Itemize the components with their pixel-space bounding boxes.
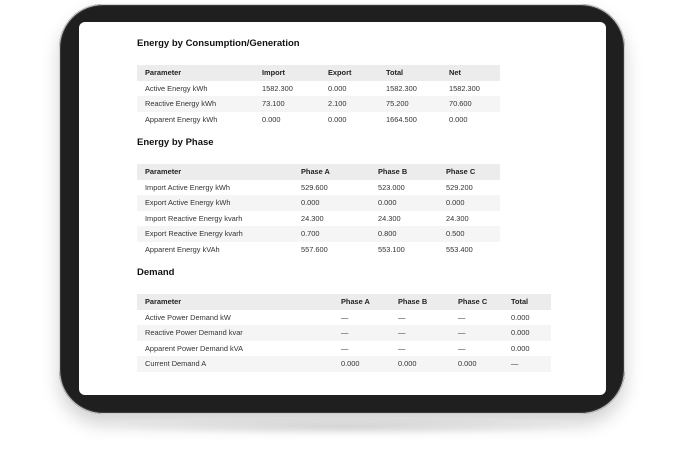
table-cell: 0.000 — [449, 114, 468, 124]
table-cell: — — [390, 325, 450, 341]
table-header-row — [137, 294, 551, 310]
table-cell: 24.300 — [378, 213, 401, 223]
column-header: Export — [320, 65, 378, 81]
column-header: Phase A — [333, 294, 390, 310]
table-row — [137, 96, 500, 112]
table-cell: Import Active Energy kWh — [145, 182, 231, 192]
device-shadow — [90, 418, 600, 436]
table-cell: 0.000 — [328, 83, 347, 93]
column-header: Parameter — [137, 164, 293, 180]
table-cell: 1582.300 — [262, 83, 293, 93]
table-row — [137, 211, 500, 227]
demand-table — [137, 294, 551, 372]
table-row — [137, 356, 551, 372]
table-cell: 0.000 — [450, 356, 503, 372]
column-header: Net — [441, 65, 500, 81]
table-cell: Import Reactive Energy kvarh — [145, 213, 243, 223]
table-cell: 0.000 — [328, 114, 347, 124]
table-cell: — — [333, 325, 390, 341]
table-cell: 70.600 — [441, 96, 500, 112]
energy-by-phase-table — [137, 164, 500, 257]
table-cell: 1664.500 — [386, 114, 417, 124]
table-cell: 0.000 — [511, 343, 530, 353]
column-header: Total — [378, 65, 441, 81]
table-cell: 75.200 — [378, 96, 441, 112]
table-cell: 0.000 — [438, 195, 500, 211]
table-row — [137, 81, 500, 97]
table-cell: 553.400 — [446, 244, 473, 254]
table-cell: 24.300 — [446, 213, 469, 223]
table-cell: — — [458, 312, 466, 322]
table-row — [137, 195, 500, 211]
table-row — [137, 112, 500, 128]
table-header-row — [137, 164, 500, 180]
column-header: Phase A — [293, 164, 370, 180]
table-cell: Active Energy kWh — [145, 83, 208, 93]
table-row — [137, 310, 551, 326]
column-header: Phase C — [450, 294, 503, 310]
table-cell: 0.700 — [293, 226, 370, 242]
table-cell: Apparent Energy kWh — [145, 114, 218, 124]
table-cell: 24.300 — [301, 213, 324, 223]
table-cell: Reactive Energy kWh — [137, 96, 254, 112]
section-title-consumption-generation: Energy by Consumption/Generation — [137, 38, 300, 49]
table-row — [137, 325, 551, 341]
table-cell: 0.000 — [511, 312, 530, 322]
column-header: Total — [503, 294, 551, 310]
table-cell: 529.600 — [301, 182, 328, 192]
table-cell: — — [450, 325, 503, 341]
table-cell: 529.200 — [446, 182, 473, 192]
table-cell: — — [341, 312, 349, 322]
table-cell: 523.000 — [378, 182, 405, 192]
table-cell: 0.000 — [333, 356, 390, 372]
section-title-demand: Demand — [137, 267, 175, 278]
table-cell: Active Power Demand kW — [145, 312, 231, 322]
table-cell: 0.000 — [370, 195, 438, 211]
table-cell: — — [398, 343, 406, 353]
column-header: Phase C — [438, 164, 500, 180]
table-cell: 557.600 — [301, 244, 328, 254]
table-cell: 1582.300 — [386, 83, 417, 93]
table-cell: Reactive Power Demand kvar — [137, 325, 333, 341]
table-header-row — [137, 65, 500, 81]
column-header: Parameter — [137, 65, 254, 81]
table-cell: 2.100 — [320, 96, 378, 112]
table-cell: — — [458, 343, 466, 353]
tablet-screen — [79, 22, 606, 395]
table-cell: Export Reactive Energy kvarh — [137, 226, 293, 242]
table-cell: Apparent Energy kVAh — [145, 244, 220, 254]
table-cell: 0.800 — [370, 226, 438, 242]
column-header: Parameter — [137, 294, 333, 310]
table-cell: 1582.300 — [449, 83, 480, 93]
table-row — [137, 242, 500, 258]
table-cell: 0.500 — [438, 226, 500, 242]
table-cell: Export Active Energy kWh — [137, 195, 293, 211]
table-cell: 73.100 — [254, 96, 320, 112]
column-header: Phase B — [390, 294, 450, 310]
table-cell: 0.000 — [293, 195, 370, 211]
consumption-generation-table — [137, 65, 500, 127]
table-row — [137, 341, 551, 357]
table-cell: 0.000 — [390, 356, 450, 372]
table-cell: 0.000 — [262, 114, 281, 124]
section-title-energy-by-phase: Energy by Phase — [137, 137, 214, 148]
table-cell: — — [503, 356, 551, 372]
table-cell: 0.000 — [503, 325, 551, 341]
column-header: Import — [254, 65, 320, 81]
table-cell: — — [341, 343, 349, 353]
table-cell: Current Demand A — [137, 356, 333, 372]
table-cell: Apparent Power Demand kVA — [145, 343, 244, 353]
table-cell: — — [398, 312, 406, 322]
table-row — [137, 180, 500, 196]
column-header: Phase B — [370, 164, 438, 180]
table-cell: 553.100 — [378, 244, 405, 254]
table-row — [137, 226, 500, 242]
